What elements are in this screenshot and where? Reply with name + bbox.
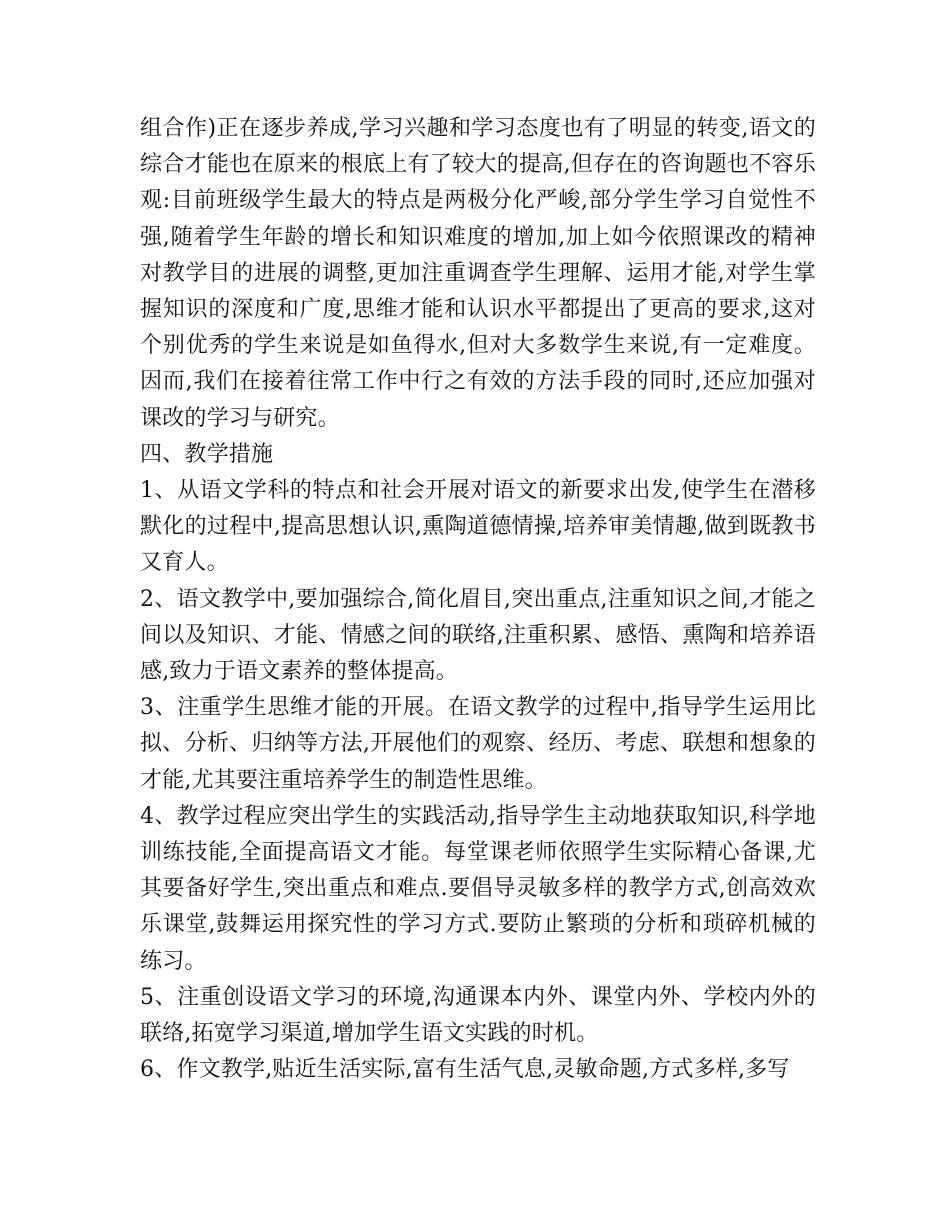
intro-paragraph: 组合作)正在逐步养成,学习兴趣和学习态度也有了明显的转变,语文的综合才能也在原来的根底上有了较大的提高,但存在的咨询题也不容乐观:目前班级学生最大的特点是两极分化严峻,部分学生学习自觉性不强,随着学生年龄的增长和知识难度的增加,加上如今依照课改的精神对教学目的进展的调整,更加注重调查学生理解、运用才能,对学生掌握知识的深度和广度,思维才能和认识水平都提出了更高的要求,这对个别优秀的学生来说是如鱼得水,但对大多数学生来说,有一定难度。因而,我们在接着往常工作中行之有效的方法手段的同时,还应加强对课改的学习与研究。 bbox=[140, 116, 816, 431]
measure-item-5: 5、注重创设语文学习的环境,沟通课本内外、课堂内外、学校内外的联络,拓宽学习渠道,增加学生语文实践的时机。 bbox=[140, 984, 816, 1047]
measure-item-1: 1、从语文学科的特点和社会开展对语文的新要求出发,使学生在潜移默化的过程中,提高思想认识,熏陶道德情操,培养审美情趣,做到既教书又育人。 bbox=[140, 478, 816, 576]
measure-item-2: 2、语文教学中,要加强综合,简化眉目,突出重点,注重知识之间,才能之间以及知识、才能、情感之间的联络,注重积累、感悟、熏陶和培养语感,致力于语文素养的整体提高。 bbox=[140, 586, 816, 685]
measure-item-6: 6、作文教学,贴近生活实际,富有生活气息,灵敏命题,方式多样,多写 bbox=[140, 1057, 790, 1083]
measure-item-3: 3、注重学生思维才能的开展。在语文教学的过程中,指导学生运用比拟、分析、归纳等方法,开展他们的观察、经历、考虑、联想和想象的才能,尤其要注重培养学生的制造性思维。 bbox=[140, 695, 816, 793]
measure-item-4: 4、教学过程应突出学生的实践活动,指导学生主动地获取知识,科学地训练技能,全面提高语文才能。每堂课老师依照学生实际精心备课,尤其要备好学生,突出重点和难点.要倡导灵敏多样的教学方式,创高效欢乐课堂,鼓舞运用探究性的学习方式.要防止繁琐的分析和琐碎机械的练习。 bbox=[140, 803, 816, 974]
document-body bbox=[140, 111, 816, 1088]
section-heading: 四、教学措施 bbox=[140, 441, 274, 467]
